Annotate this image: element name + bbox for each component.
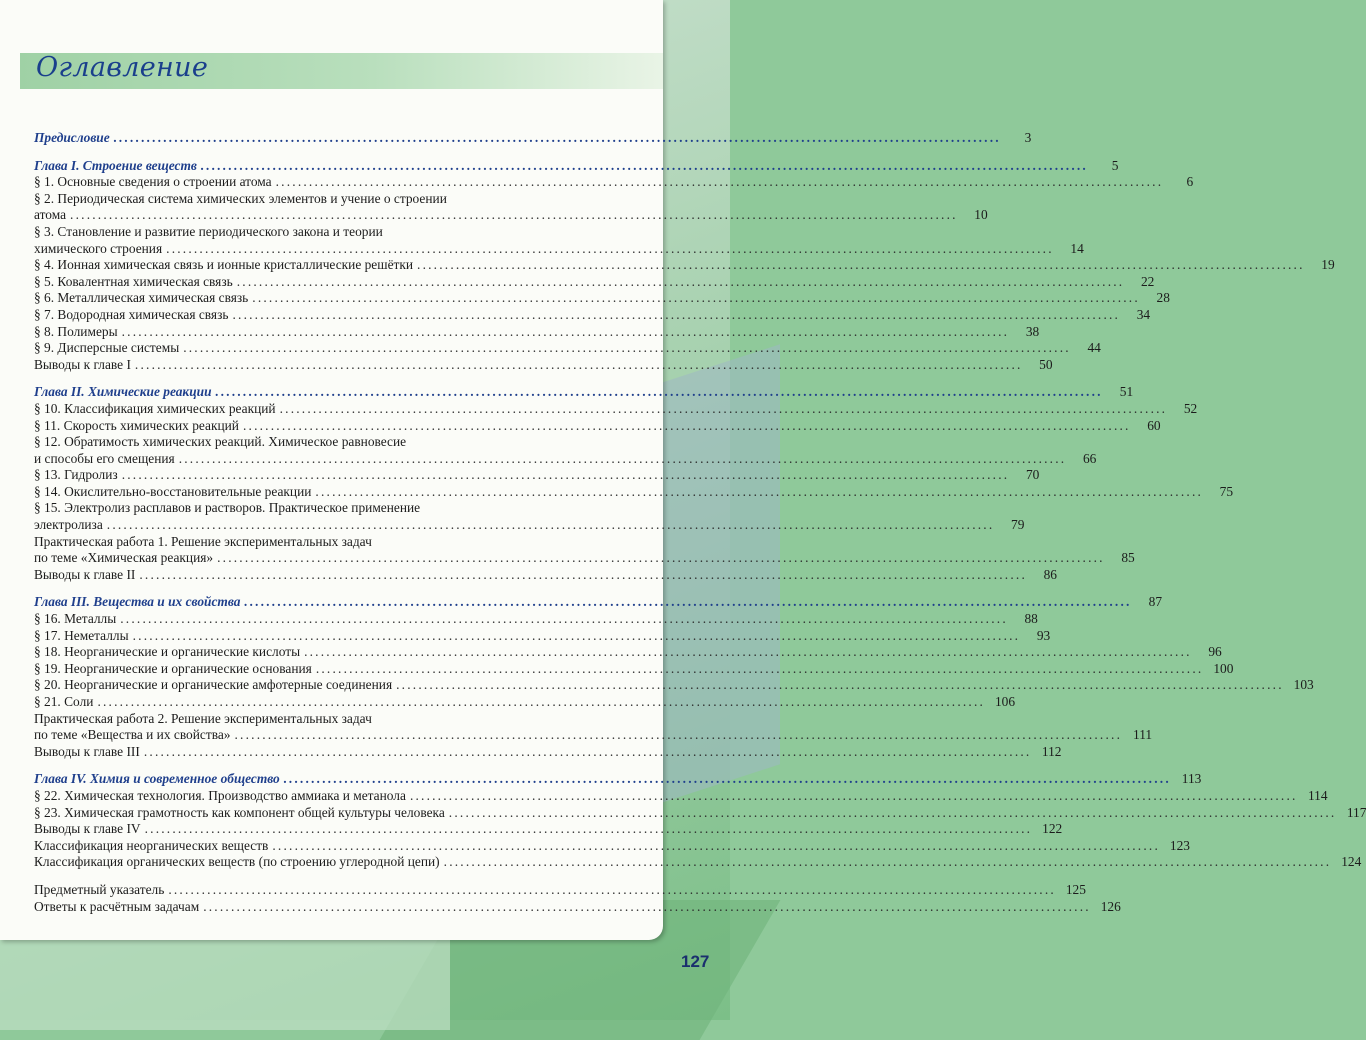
entry-page: 22: [1140, 273, 1155, 289]
toc-entry[interactable]: [34, 517, 1025, 534]
chapter-title: Глава I. Строение веществ: [34, 157, 197, 173]
entry-label: § 21. Соли: [34, 694, 94, 709]
toc-entry[interactable]: [34, 694, 1016, 711]
chapter-title: Глава IV. Химия и современное общество: [34, 771, 280, 787]
toc-entry[interactable]: [34, 207, 988, 224]
entry-label: Классификация органических веществ (по строению углеродной цепи): [34, 854, 440, 870]
entry-label: § 19. Неорганические и органические основания: [34, 660, 312, 676]
entry-page: 126: [1100, 898, 1121, 914]
dot-leader: ................................................................................................................................................................: [304, 644, 1192, 660]
entry-page: 123: [1169, 837, 1190, 853]
entry-page: 28: [1156, 290, 1170, 306]
toc-entry-answers[interactable]: [34, 898, 1121, 916]
dot-leader: ................................................................................................................................................................: [448, 804, 1337, 820]
dot-leader: ................................................................................................................................................................: [315, 660, 1204, 676]
entry-label: Ответы к расчётным задачам: [34, 898, 200, 914]
toc-entry[interactable]: [34, 787, 1328, 805]
toc-entry[interactable]: [34, 323, 1040, 341]
entry-page: 112: [1041, 743, 1062, 759]
dot-leader: ................................................................................................................................................................: [315, 483, 1204, 499]
toc-entry[interactable]: [34, 174, 1194, 191]
toc-chapter-3[interactable]: [34, 594, 1163, 611]
toc-entry[interactable]: [34, 566, 1057, 584]
entry-page: 50: [1039, 356, 1053, 372]
entry-page: 19: [1321, 257, 1335, 273]
entry-page: 96: [1208, 644, 1222, 660]
entry-page: 106: [994, 694, 1016, 709]
toc-entry[interactable]: [34, 273, 1155, 291]
entry-page: 111: [1133, 727, 1153, 743]
toc-entry-index[interactable]: [34, 881, 1086, 899]
toc-entry[interactable]: [34, 356, 1053, 374]
entry-page: 38: [1025, 323, 1040, 339]
dot-leader: ................................................................................................................................................................: [242, 417, 1131, 433]
dot-leader: ................................................................................................................................................................: [121, 467, 1010, 483]
dot-leader: ................................................................................................................................................................: [203, 898, 1091, 914]
dot-leader: ................................................................................................................................................................: [70, 207, 958, 223]
entry-page: 113: [1181, 771, 1202, 787]
entry-label: Выводы к главе II: [34, 566, 136, 582]
entry-page: 125: [1065, 881, 1086, 897]
toc-chapter-2[interactable]: [34, 384, 1134, 401]
toc-entry[interactable]: [34, 257, 1335, 274]
entry-label: § 14. Окислительно-восстановительные реакции: [34, 483, 312, 499]
background-shape: [0, 930, 450, 1030]
entry-page: 6: [1186, 174, 1194, 190]
entry-label: § 18. Неорганические и органические кислоты: [34, 644, 301, 660]
toc-entry[interactable]: [34, 804, 1366, 822]
dot-leader: ................................................................................................................................................................: [215, 384, 1104, 400]
entry-label: § 5. Ковалентная химическая связь: [34, 273, 233, 289]
entry-page: 60: [1147, 417, 1161, 433]
entry-page: 3: [1024, 130, 1032, 145]
dot-leader: ................................................................................................................................................................: [244, 594, 1133, 610]
dot-leader: ................................................................................................................................................................: [168, 881, 1056, 897]
entry-page: 70: [1025, 467, 1040, 483]
entry-page: 88: [1024, 611, 1038, 627]
entry-page: 87: [1148, 594, 1163, 610]
dot-leader: ................................................................................................................................................................: [113, 130, 1002, 145]
toc-entry[interactable]: [34, 627, 1051, 645]
entry-page: 44: [1087, 340, 1101, 356]
toc-chapter-4[interactable]: [34, 771, 1202, 788]
toc-entry[interactable]: [34, 340, 1101, 357]
dot-leader: ................................................................................................................................................................: [134, 356, 1023, 372]
dot-leader: ................................................................................................................................................................: [443, 854, 1332, 870]
entry-label: электролиза: [34, 517, 103, 533]
entry-page: 124: [1341, 854, 1362, 870]
entry-page: 86: [1043, 566, 1057, 582]
toc-entry[interactable]: [34, 854, 1362, 871]
dot-leader: ................................................................................................................................................................: [252, 290, 1140, 306]
toc-entry[interactable]: [34, 450, 1097, 468]
entry-label: § 11. Скорость химических реакций: [34, 417, 239, 433]
dot-leader: ................................................................................................................................................................: [144, 821, 1033, 837]
entry-label: Выводы к главе I: [34, 356, 131, 372]
chapter-title: Глава III. Вещества и их свойства: [34, 594, 241, 610]
toc-entry[interactable]: [34, 821, 1063, 838]
entry-line: § 12. Обратимость химических реакций. Химическое равновесие: [34, 434, 407, 450]
dot-leader: ................................................................................................................................................................: [178, 450, 1067, 466]
entry-page: 114: [1307, 787, 1328, 803]
dot-leader: ................................................................................................................................................................: [396, 677, 1284, 693]
entry-page: 14: [1070, 240, 1084, 256]
entry-line: Практическая работа 1. Решение экспериментальных задач: [34, 533, 372, 549]
toc-entry[interactable]: [34, 306, 1151, 324]
entry-label: § 1. Основные сведения о строении атома: [34, 174, 272, 190]
table-of-contents: [34, 130, 1366, 915]
entry-label: атома: [34, 207, 67, 223]
toc-entry[interactable]: [34, 550, 1135, 567]
dot-leader: ................................................................................................................................................................: [279, 400, 1168, 416]
entry-label: § 4. Ионная химическая связь и ионные кристаллические решётки: [34, 257, 414, 273]
toc-entry[interactable]: [34, 483, 1234, 501]
toc-entry[interactable]: [34, 677, 1314, 694]
dot-leader: ................................................................................................................................................................: [417, 257, 1305, 273]
entry-label: § 20. Неорганические и органические амфотерные соединения: [34, 677, 393, 693]
entry-label: Выводы к главе III: [34, 743, 140, 759]
entry-page: 75: [1219, 483, 1234, 499]
entry-page: 79: [1011, 517, 1025, 533]
entry-label: § 7. Водородная химическая связь: [34, 306, 229, 322]
entry-line: § 3. Становление и развитие периодического закона и теории: [34, 223, 383, 239]
toc-chapter-1[interactable]: [34, 157, 1119, 175]
dot-leader: ................................................................................................................................................................: [120, 611, 1008, 627]
entry-label: § 6. Металлическая химическая связь: [34, 290, 249, 306]
toc-entry[interactable]: [34, 644, 1222, 661]
entry-label: Предметный указатель: [34, 881, 165, 897]
entry-label: по теме «Вещества и их свойства»: [34, 727, 231, 743]
toc-entry[interactable]: [34, 611, 1038, 628]
page-number: 127: [681, 952, 710, 971]
entry-page: 103: [1293, 677, 1314, 693]
dot-leader: ................................................................................................................................................................: [275, 174, 1164, 190]
dot-leader: ................................................................................................................................................................: [106, 517, 995, 533]
entry-page: 66: [1082, 450, 1097, 466]
dot-leader: ................................................................................................................................................................: [283, 771, 1172, 787]
dot-leader: ................................................................................................................................................................: [232, 306, 1121, 322]
entry-label: § 9. Дисперсные системы: [34, 340, 180, 356]
toc-entry[interactable]: [34, 400, 1198, 418]
dot-leader: ................................................................................................................................................................: [234, 727, 1123, 743]
toc-entry[interactable]: [34, 290, 1170, 307]
toc-entry[interactable]: [34, 417, 1161, 435]
toc-entry[interactable]: [34, 660, 1234, 678]
chapter-title: Глава II. Химические реакции: [34, 384, 212, 400]
toc-entry[interactable]: [34, 727, 1153, 744]
dot-leader: ................................................................................................................................................................: [272, 837, 1160, 853]
entry-label: § 13. Гидролиз: [34, 467, 118, 483]
entry-label: § 16. Металлы: [34, 611, 117, 627]
dot-leader: ................................................................................................................................................................: [183, 340, 1071, 356]
dot-leader: ................................................................................................................................................................: [143, 743, 1032, 759]
entry-page: 100: [1213, 660, 1234, 676]
entry-line: § 15. Электролиз расплавов и растворов. Практическое применение: [34, 500, 421, 516]
dot-leader: ................................................................................................................................................................: [121, 323, 1010, 339]
entry-page: 34: [1136, 306, 1151, 322]
entry-label: § 17. Неметаллы: [34, 627, 129, 643]
entry-page: 122: [1042, 821, 1063, 837]
entry-page: 52: [1183, 400, 1198, 416]
entry-label: и способы его смещения: [34, 450, 175, 466]
toc-entry-preface[interactable]: [34, 130, 1032, 147]
entry-page: 93: [1036, 627, 1051, 643]
entry-label: Предисловие: [34, 130, 110, 145]
dot-leader: ................................................................................................................................................................: [200, 157, 1089, 173]
entry-label: химического строения: [34, 240, 163, 256]
dot-leader: ................................................................................................................................................................: [166, 240, 1054, 256]
entry-line: § 2. Периодическая система химических элементов и учение о строении: [34, 190, 447, 206]
entry-page: 85: [1121, 550, 1135, 566]
entry-label: § 22. Химическая технология. Производство аммиака и метанола: [34, 787, 406, 803]
entry-page: 10: [974, 207, 988, 223]
toc-entry[interactable]: [34, 743, 1062, 761]
toc-entry[interactable]: [34, 240, 1084, 258]
dot-leader: ................................................................................................................................................................: [139, 566, 1027, 582]
dot-leader: ................................................................................................................................................................: [132, 627, 1021, 643]
dot-leader: ................................................................................................................................................................: [217, 550, 1105, 566]
entry-page: 5: [1111, 157, 1119, 173]
entry-label: § 8. Полимеры: [34, 323, 118, 339]
entry-label: Классификация неорганических веществ: [34, 837, 269, 853]
entry-label: по теме «Химическая реакция»: [34, 550, 214, 566]
entry-label: § 23. Химическая грамотность как компонент общей культуры человека: [34, 804, 445, 820]
toc-entry[interactable]: [34, 837, 1190, 855]
entry-label: Выводы к главе IV: [34, 821, 141, 837]
page-title: Оглавление: [36, 52, 209, 83]
dot-leader: ................................................................................................................................................................: [236, 273, 1125, 289]
entry-label: § 10. Классификация химических реакций: [34, 400, 276, 416]
dot-leader: ................................................................................................................................................................: [409, 787, 1298, 803]
entry-page: 51: [1119, 384, 1134, 400]
entry-page: 117: [1346, 804, 1366, 820]
toc-entry[interactable]: [34, 467, 1040, 484]
entry-line: Практическая работа 2. Решение экспериментальных задач: [34, 710, 372, 726]
dot-leader: ................................................................................................................................................................: [97, 694, 986, 709]
